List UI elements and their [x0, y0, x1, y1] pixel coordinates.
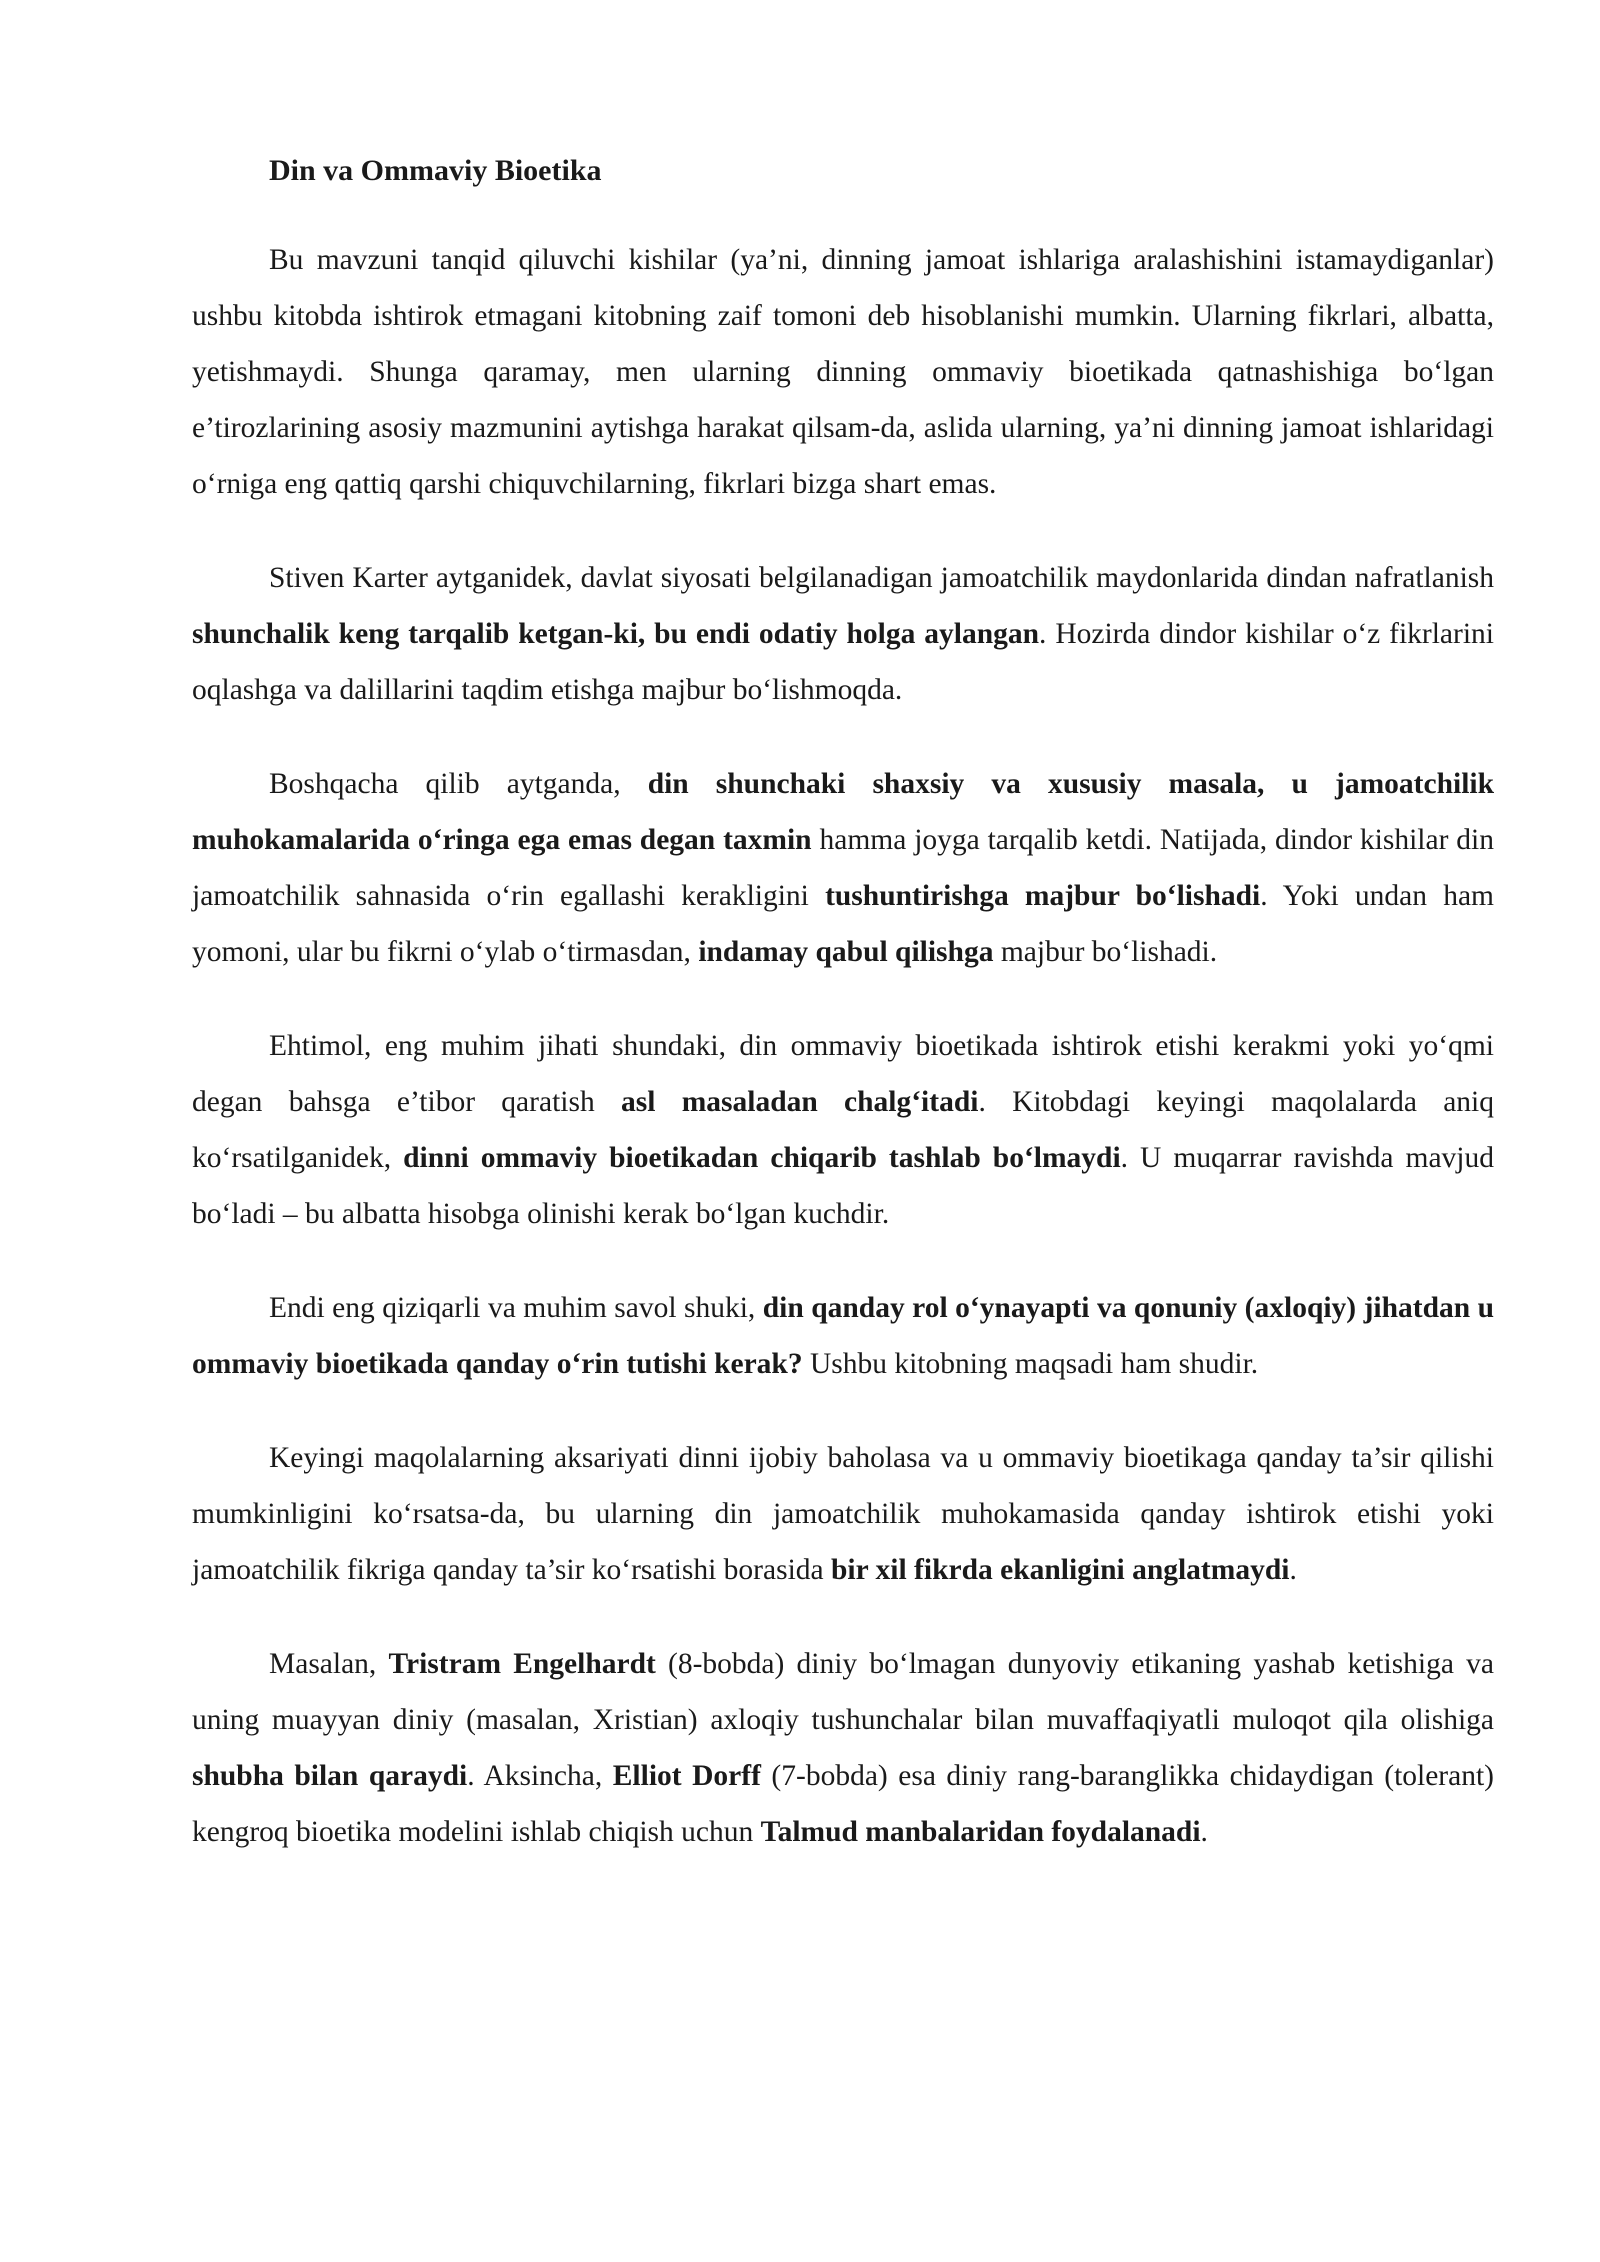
text-segment: Bu mavzuni tanqid qiluvchi kishilar (ya’ni, dinning jamoat ishlariga aralashishini istamaydiganlar) ushbu kitobda ishtirok etmagani kitobning zaif tomoni deb hisoblanishi mumkin. Ularning fikrlari, albatta, yetishmaydi. Shunga qaramay, men ularning dinning ommaviy bioetikada qatnashishiga bo‘lgan e’tirozlarining asosiy mazmunini aytishga harakat qilsam-da, aslida ularning, ya’ni dinning jamoat ishlaridagi o‘rniga eng qattiq qarshi chiquvchilarning, fikrlari bizga shart emas.	[192, 244, 1494, 500]
text-segment: Boshqacha qilib aytganda,	[269, 768, 648, 800]
bold-phrase: Elliot Dorff	[612, 1760, 761, 1792]
bold-phrase: Talmud manbalaridan foydalanadi	[760, 1816, 1201, 1848]
paragraph-3	[192, 756, 1494, 980]
bold-phrase: shubha bilan qaraydi	[192, 1760, 468, 1792]
text-segment: . Hozirda dindor kishilar o‘z fikrlarini oqlashga va dalillarini taqdim etishga majbur bo‘lishmoqda.	[192, 618, 1494, 706]
text-segment: .	[1200, 1816, 1208, 1848]
paragraph-6	[192, 1430, 1494, 1598]
text-segment: . Kitobdagi keyingi maqolalarda aniq ko‘rsatilganidek,	[192, 1086, 1494, 1174]
text-segment: Ehtimol, eng muhim jihati shundaki, din ommaviy bioetikada ishtirok etishi kerakmi yoki yo‘qmi degan bahsga e’tibor qaratish	[192, 1030, 1494, 1118]
bold-phrase: asl masaladan chalg‘itadi	[620, 1086, 979, 1118]
bold-phrase: tushuntirishga majbur bo‘lishadi	[825, 880, 1261, 912]
paragraph-5	[192, 1280, 1494, 1392]
text-segment: Masalan,	[269, 1648, 389, 1680]
text-segment: hamma joyga tarqalib ketdi. Natijada, dindor kishilar din jamoatchilik sahnasida o‘rin egallashi kerakligini	[192, 824, 1494, 912]
bold-phrase: Tristram Engelhardt	[388, 1648, 656, 1680]
bold-phrase: din shunchaki shaxsiy va xususiy masala, u jamoatchilik muhokamalarida o‘ringa ega emas degan taxmin	[192, 768, 1494, 856]
paragraph-2	[192, 550, 1494, 718]
text-segment: (7-bobda) esa diniy rang-baranglikka chidaydigan (tolerant) kengroq bioetika modelini ishlab chiqish uchun	[192, 1760, 1494, 1848]
text-segment: .	[1289, 1554, 1297, 1586]
text-segment: . U muqarrar ravishda mavjud bo‘ladi – bu albatta hisobga olinishi kerak bo‘lgan kuchdir.	[192, 1142, 1494, 1230]
text-segment: . Aksincha,	[467, 1760, 613, 1792]
text-segment: (8-bobda) diniy bo‘lmagan dunyoviy etikaning yashab ketishiga va uning muayyan diniy (masalan, Xristian) axloqiy tushunchalar bilan muvaffaqiyatli muloqot qila olishiga	[192, 1648, 1495, 1736]
paragraph-1	[192, 232, 1494, 512]
text-segment: majbur bo‘lishadi.	[993, 936, 1218, 968]
bold-phrase: bir xil fikrda ekanligini anglatmaydi	[831, 1554, 1290, 1586]
text-segment: Endi eng qiziqarli va muhim savol shuki,	[269, 1292, 763, 1324]
bold-phrase: indamay qabul qilishga	[698, 936, 994, 968]
paragraph-4	[192, 1018, 1494, 1242]
text-segment: Stiven Karter aytganidek, davlat siyosati belgilanadigan jamoatchilik maydonlarida dindan nafratlanish	[269, 562, 1494, 594]
bold-phrase: shunchalik keng tarqalib ketgan-ki, bu endi odatiy holga aylangan	[192, 618, 1040, 650]
text-segment: Ushbu kitobning maqsadi ham shudir.	[802, 1348, 1259, 1380]
document-title: Din va Ommaviy Bioetika	[269, 154, 602, 187]
document-page	[192, 150, 1494, 1898]
bold-phrase: din qanday rol o‘ynayapti va qonuniy (axloqiy) jihatdan u ommaviy bioetikada qanday o‘rin tutishi kerak?	[192, 1292, 1494, 1380]
text-segment: Keyingi maqolalarning aksariyati dinni ijobiy baholasa va u ommaviy bioetikaga qanday ta’sir qilishi mumkinligini ko‘rsatsa-da, bu ularning din jamoatchilik muhokamasida qanday ishtirok etishi yoki jamoatchilik fikriga qanday ta’sir ko‘rsatishi borasida	[192, 1442, 1494, 1586]
paragraph-7	[192, 1636, 1494, 1860]
bold-phrase: dinni ommaviy bioetikadan chiqarib tashlab bo‘lmaydi	[403, 1142, 1121, 1174]
text-segment: . Yoki undan ham yomoni, ular bu fikrni o‘ylab o‘tirmasdan,	[192, 880, 1494, 968]
